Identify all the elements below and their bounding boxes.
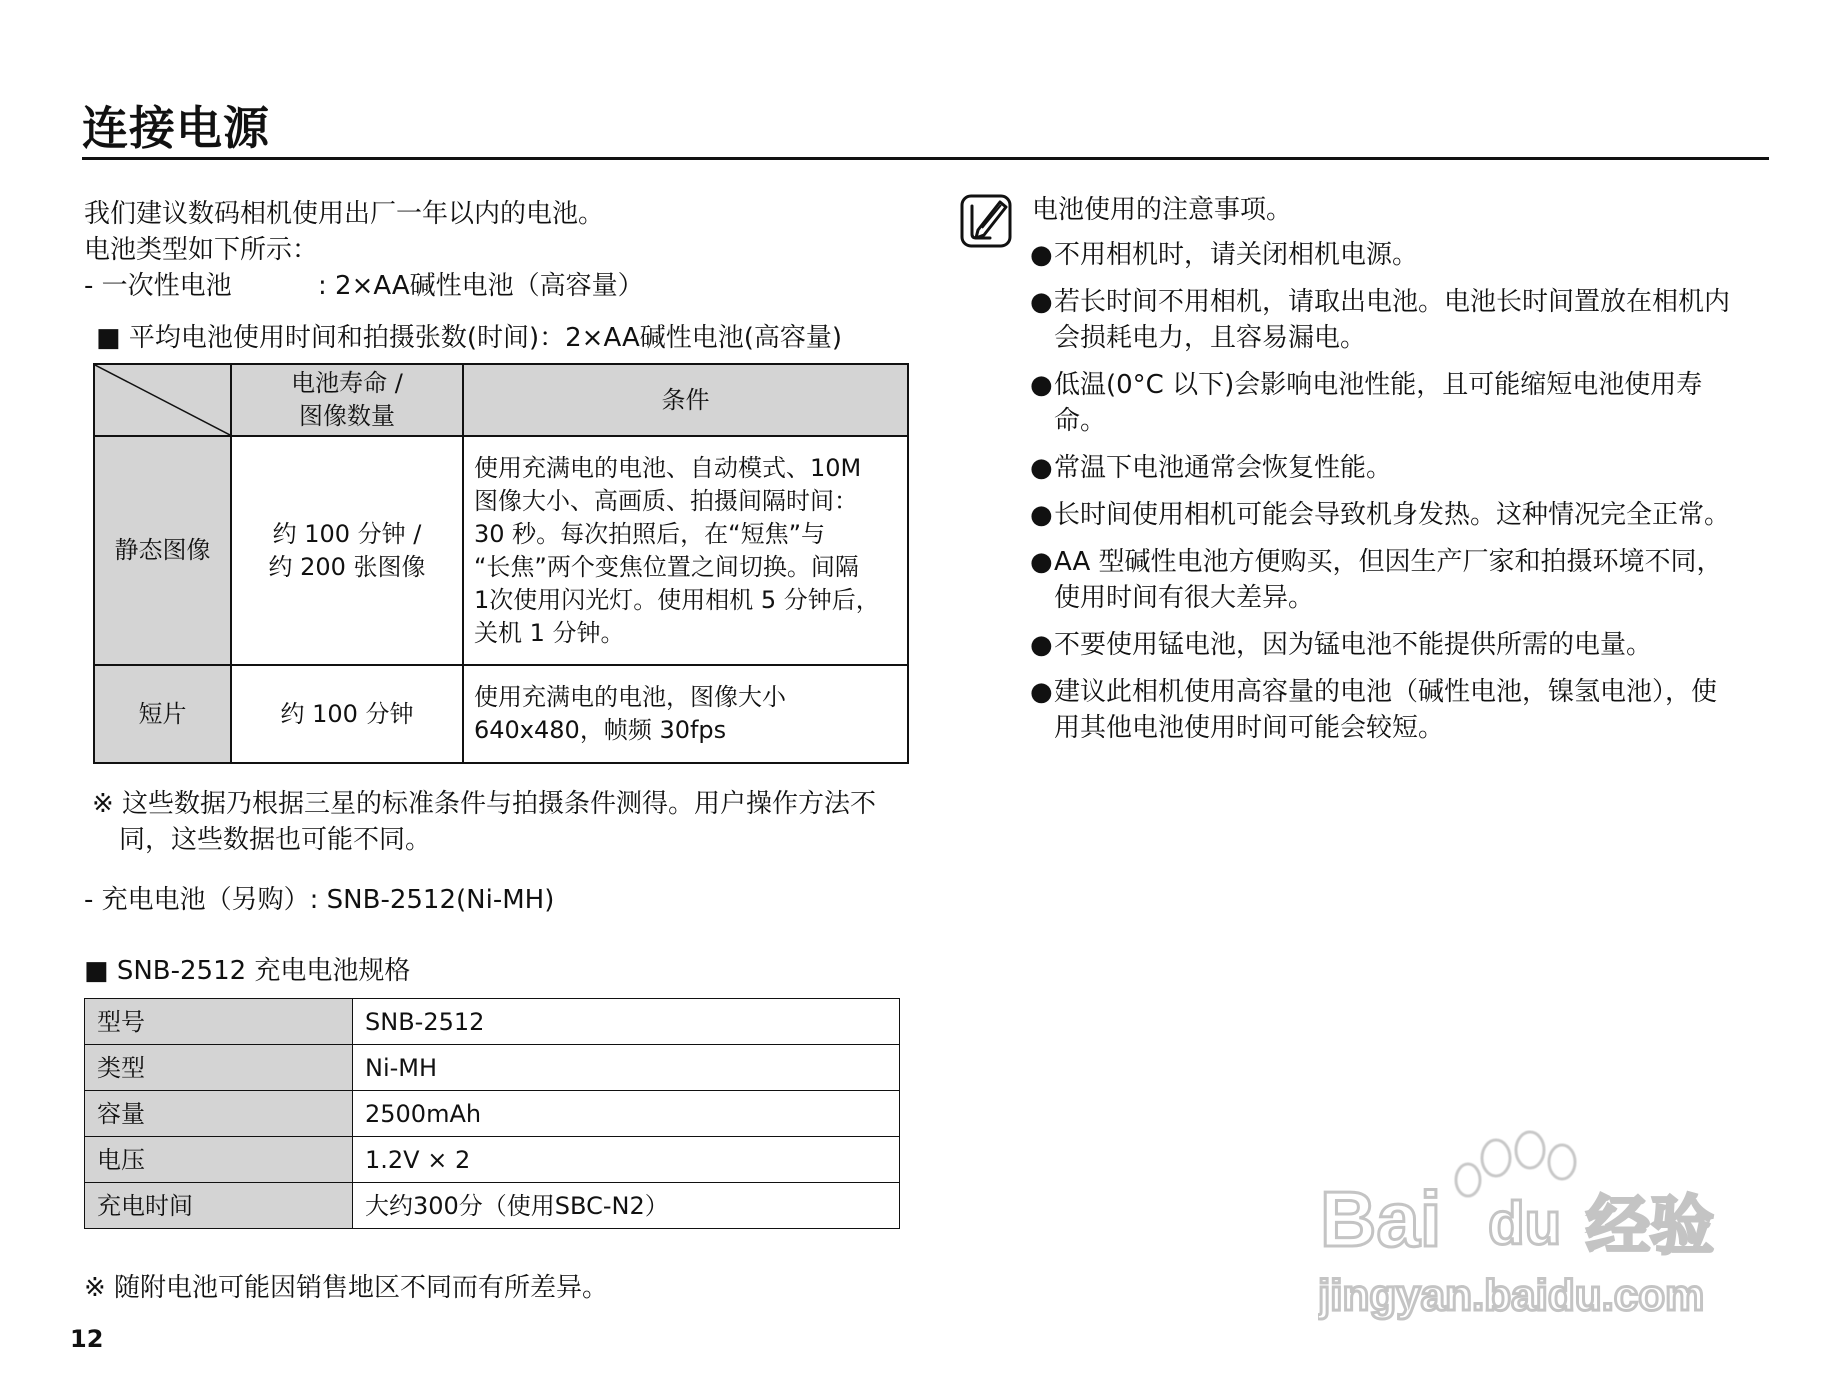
header-battery-life-line-1: 电池寿命 / xyxy=(291,369,403,397)
condition-movie xyxy=(463,665,908,763)
list-item xyxy=(1030,497,1770,533)
page-number: 12 xyxy=(70,1325,104,1353)
intro-line-1: 我们建议数码相机使用出厂一年以内的电池。 xyxy=(84,199,605,229)
bullet-icon: ● xyxy=(1030,630,1053,660)
note-line: 低温(0°C 以下)会影响电池性能，且可能缩短电池使用寿 xyxy=(1054,370,1703,400)
note-line: 不要使用锰电池，因为锰电池不能提供所需的电量。 xyxy=(1054,630,1653,660)
bullet-icon: ● xyxy=(1030,500,1053,530)
watermark-brand-a: Bai xyxy=(1320,1175,1442,1263)
table-row xyxy=(94,665,908,763)
list-item xyxy=(1030,627,1770,663)
rechargeable-battery-line: - 充电电池（另购）: SNB-2512(Ni-MH) xyxy=(84,885,555,915)
life-table-note-line-1: ※ 这些数据乃根据三星的标准条件与拍摄条件测得。用户操作方法不 xyxy=(92,789,877,819)
note-line: 建议此相机使用高容量的电池（碱性电池，镍氢电池），使 xyxy=(1054,677,1718,707)
condition-line: 使用充满电的电池、自动模式、10M xyxy=(474,453,862,482)
note-line: AA 型碱性电池方便购买，但因生产厂家和拍摄环境不同， xyxy=(1054,547,1723,577)
spec-value: Ni-MH xyxy=(353,1045,900,1091)
spec-value: 大约300分（使用SBC-N2） xyxy=(353,1183,900,1229)
table-row xyxy=(85,1137,900,1183)
spec-table-heading: ■ SNB-2512 充电电池规格 xyxy=(84,956,411,986)
header-condition: 条件 xyxy=(463,364,908,436)
note-line: 会损耗电力，且容易漏电。 xyxy=(1054,323,1367,353)
spec-value: SNB-2512 xyxy=(353,999,900,1045)
table-header-row xyxy=(94,364,908,436)
life-still-image xyxy=(231,436,463,665)
note-line: 常温下电池通常会恢复性能。 xyxy=(1054,453,1393,483)
baidu-jingyan-watermark xyxy=(1318,1130,1758,1330)
watermark-url: jingyan.baidu.com xyxy=(1318,1271,1705,1320)
battery-spec-table xyxy=(84,998,900,1229)
diagonal-header-cell xyxy=(94,364,231,436)
mode-still-image: 静态图像 xyxy=(94,436,231,665)
condition-line: 640x480，帧频 30fps xyxy=(474,716,727,744)
bullet-icon: ● xyxy=(1030,547,1053,577)
table-row xyxy=(85,999,900,1045)
pencil-note-icon xyxy=(960,194,1014,250)
spec-key: 类型 xyxy=(85,1045,353,1091)
list-item xyxy=(1030,237,1770,273)
condition-still-image xyxy=(463,436,908,665)
bullet-icon: ● xyxy=(1030,287,1053,317)
list-item xyxy=(1030,450,1770,486)
note-line: 使用时间有很大差异。 xyxy=(1054,583,1315,613)
bullet-icon: ● xyxy=(1030,240,1053,270)
spec-key: 电压 xyxy=(85,1137,353,1183)
table-row xyxy=(85,1045,900,1091)
note-line: 用其他电池使用时间可能会较短。 xyxy=(1054,713,1445,743)
spec-key: 充电时间 xyxy=(85,1183,353,1229)
battery-life-table xyxy=(93,363,909,764)
table-row xyxy=(85,1183,900,1229)
condition-line: 1次使用闪光灯。使用相机 5 分钟后， xyxy=(474,585,880,614)
list-item xyxy=(1030,674,1770,746)
condition-line: 使用充满电的电池，图像大小 xyxy=(474,683,786,711)
life-still-line-2: 约 200 张图像 xyxy=(268,552,426,581)
intro-line-2: 电池类型如下所示： xyxy=(84,235,319,265)
header-battery-life xyxy=(231,364,463,436)
list-item xyxy=(1030,544,1770,616)
note-line: 不用相机时，请关闭相机电源。 xyxy=(1054,240,1419,270)
paw-logo-icon xyxy=(1318,1130,1758,1330)
bullet-icon: ● xyxy=(1030,677,1053,707)
watermark-brand-b: du xyxy=(1488,1190,1562,1257)
life-movie: 约 100 分钟 xyxy=(231,665,463,763)
note-line: 若长时间不用相机，请取出电池。电池长时间置放在相机内 xyxy=(1054,287,1731,317)
bullet-icon: ● xyxy=(1030,453,1053,483)
diagonal-line xyxy=(95,365,230,435)
life-table-heading: ■ 平均电池使用时间和拍摄张数(时间)：2×AA碱性电池(高容量) xyxy=(96,323,843,353)
spec-key: 容量 xyxy=(85,1091,353,1137)
mode-movie: 短片 xyxy=(94,665,231,763)
primary-battery-value: : 2×AA碱性电池（高容量） xyxy=(318,271,644,301)
note-line: 长时间使用相机可能会导致机身发热。这种情况完全正常。 xyxy=(1054,500,1731,530)
notes-list xyxy=(1030,237,1770,757)
condition-line: 关机 1 分钟。 xyxy=(474,618,625,647)
table-row xyxy=(94,436,908,665)
header-battery-life-line-2: 图像数量 xyxy=(299,402,395,430)
spec-value: 2500mAh xyxy=(353,1091,900,1137)
bullet-icon: ● xyxy=(1030,370,1053,400)
primary-battery-label: - 一次性电池 xyxy=(84,271,232,301)
condition-line: “长焦”两个变焦位置之间切换。间隔 xyxy=(474,552,859,581)
life-table-note-line-2: 同，这些数据也可能不同。 xyxy=(119,825,432,855)
spec-table-note: ※ 随附电池可能因销售地区不同而有所差异。 xyxy=(84,1273,609,1303)
condition-line: 图像大小、高画质、拍摄间隔时间： xyxy=(474,486,858,515)
list-item xyxy=(1030,367,1770,439)
list-item xyxy=(1030,284,1770,356)
life-still-line-1: 约 100 分钟 / xyxy=(272,519,422,548)
condition-line: 30 秒。每次拍照后，在“短焦”与 xyxy=(474,519,826,548)
title-divider xyxy=(82,157,1769,160)
note-line: 命。 xyxy=(1054,406,1107,436)
notes-title: 电池使用的注意事项。 xyxy=(1032,195,1293,225)
page-title: 连接电源 xyxy=(82,101,270,155)
spec-key: 型号 xyxy=(85,999,353,1045)
table-row xyxy=(85,1091,900,1137)
spec-value: 1.2V × 2 xyxy=(353,1137,900,1183)
watermark-brand-c: 经验 xyxy=(1586,1190,1714,1262)
